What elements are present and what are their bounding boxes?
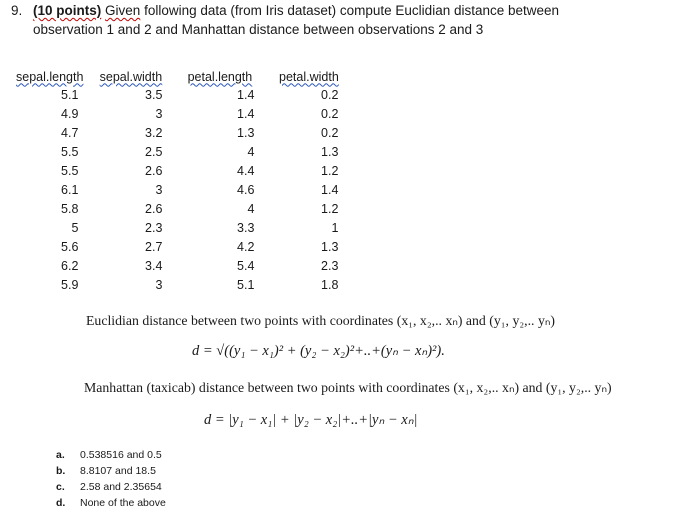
table-cell: 5.6	[61, 239, 79, 254]
table-cell: 1	[331, 220, 339, 235]
option-c[interactable]	[56, 481, 162, 493]
table-cell: 1.2	[321, 163, 339, 178]
table-row	[12, 180, 352, 199]
table-body	[12, 85, 352, 294]
table-cell: 4.9	[61, 106, 79, 121]
table-cell: 3.4	[145, 258, 163, 273]
table-cell: 0.2	[321, 125, 339, 140]
table-cell: 1.4	[237, 87, 255, 102]
table-cell: 3.3	[237, 220, 255, 235]
table-cell: 4.7	[61, 125, 79, 140]
option-a[interactable]	[56, 449, 162, 461]
table-row	[12, 237, 352, 256]
option-letter: a.	[56, 449, 65, 461]
table-cell: 1.3	[237, 125, 255, 140]
table-cell: 1.2	[321, 201, 339, 216]
table-cell: 5.9	[61, 277, 79, 292]
table-cell: 1.3	[321, 144, 339, 159]
table-cell: 2.3	[145, 220, 163, 235]
table-cell: 2.3	[321, 258, 339, 273]
table-row	[12, 123, 352, 142]
question-line-1	[33, 3, 559, 18]
question-line-2: observation 1 and 2 and Manhattan distance between observations 2 and 3	[33, 22, 484, 37]
table-cell: 5.8	[61, 201, 79, 216]
table-cell: 4.2	[237, 239, 255, 254]
table-header-row	[12, 68, 352, 85]
table-cell: 1.8	[321, 277, 339, 292]
table-cell: 0.2	[321, 87, 339, 102]
table-cell: 2.6	[145, 163, 163, 178]
table-cell: 3	[155, 106, 163, 121]
question-text-1: following data (from Iris dataset) compute Euclidian distance between	[140, 3, 560, 18]
table-cell: 2.6	[145, 201, 163, 216]
header-sepal-length: sepal.length	[16, 69, 84, 84]
option-letter: b.	[56, 465, 66, 477]
option-text: 0.538516 and 0.5	[80, 449, 162, 461]
table-row	[12, 85, 352, 104]
table-cell: 3.2	[145, 125, 163, 140]
points-label: (10 points)	[33, 3, 102, 18]
table-cell: 5.1	[237, 277, 255, 292]
table-cell: 5.4	[237, 258, 255, 273]
manhattan-formula: d = |y₁ − x₁| + |y₂ − x₂|+..+|yₙ − xₙ|	[204, 412, 418, 428]
table-cell: 5	[71, 220, 79, 235]
table-cell: 4	[247, 144, 255, 159]
table-row	[12, 218, 352, 237]
table-cell: 3	[155, 182, 163, 197]
header-sepal-width: sepal.width	[99, 69, 163, 84]
table-row	[12, 161, 352, 180]
header-petal-width: petal.width	[279, 69, 339, 84]
table-row	[12, 104, 352, 123]
table-cell: 5.1	[61, 87, 79, 102]
table-cell: 1.3	[321, 239, 339, 254]
table-cell: 1.4	[237, 106, 255, 121]
option-letter: c.	[56, 481, 65, 493]
table-row	[12, 199, 352, 218]
euclidian-definition: Euclidian distance between two points with coordinates (x₁, x₂,.. xₙ) and (y₁, y₂,.. yₙ)	[86, 313, 555, 328]
option-text: 8.8107 and 18.5	[80, 465, 156, 477]
table-cell: 6.2	[61, 258, 79, 273]
question-number: 9.	[11, 3, 23, 18]
table-row	[12, 142, 352, 161]
table-row	[12, 275, 352, 294]
table-cell: 1.4	[321, 182, 339, 197]
option-text: 2.58 and 2.35654	[80, 481, 162, 493]
header-petal-length: petal.length	[187, 69, 253, 84]
table-cell: 5.5	[61, 163, 79, 178]
table-cell: 3	[155, 277, 163, 292]
given-word: Given	[105, 3, 141, 18]
table-cell: 4.4	[237, 163, 255, 178]
option-b[interactable]	[56, 465, 156, 477]
table-cell: 4.6	[237, 182, 255, 197]
option-d[interactable]	[56, 497, 166, 509]
iris-data-table	[12, 68, 352, 294]
table-cell: 4	[247, 201, 255, 216]
table-cell: 0.2	[321, 106, 339, 121]
table-cell: 3.5	[145, 87, 163, 102]
table-cell: 6.1	[61, 182, 79, 197]
table-cell: 2.7	[145, 239, 163, 254]
manhattan-definition: Manhattan (taxicab) distance between two points with coordinates (x₁, x₂,.. xₙ) and (y₁, y₂,.. yₙ)	[84, 380, 612, 395]
table-row	[12, 256, 352, 275]
table-cell: 2.5	[145, 144, 163, 159]
euclidian-formula: d = √((y₁ − x₁)² + (y₂ − x₂)²+..+(yₙ − xₙ)²).	[192, 343, 445, 359]
option-text: None of the above	[80, 497, 166, 509]
table-cell: 5.5	[61, 144, 79, 159]
option-letter: d.	[56, 497, 66, 509]
